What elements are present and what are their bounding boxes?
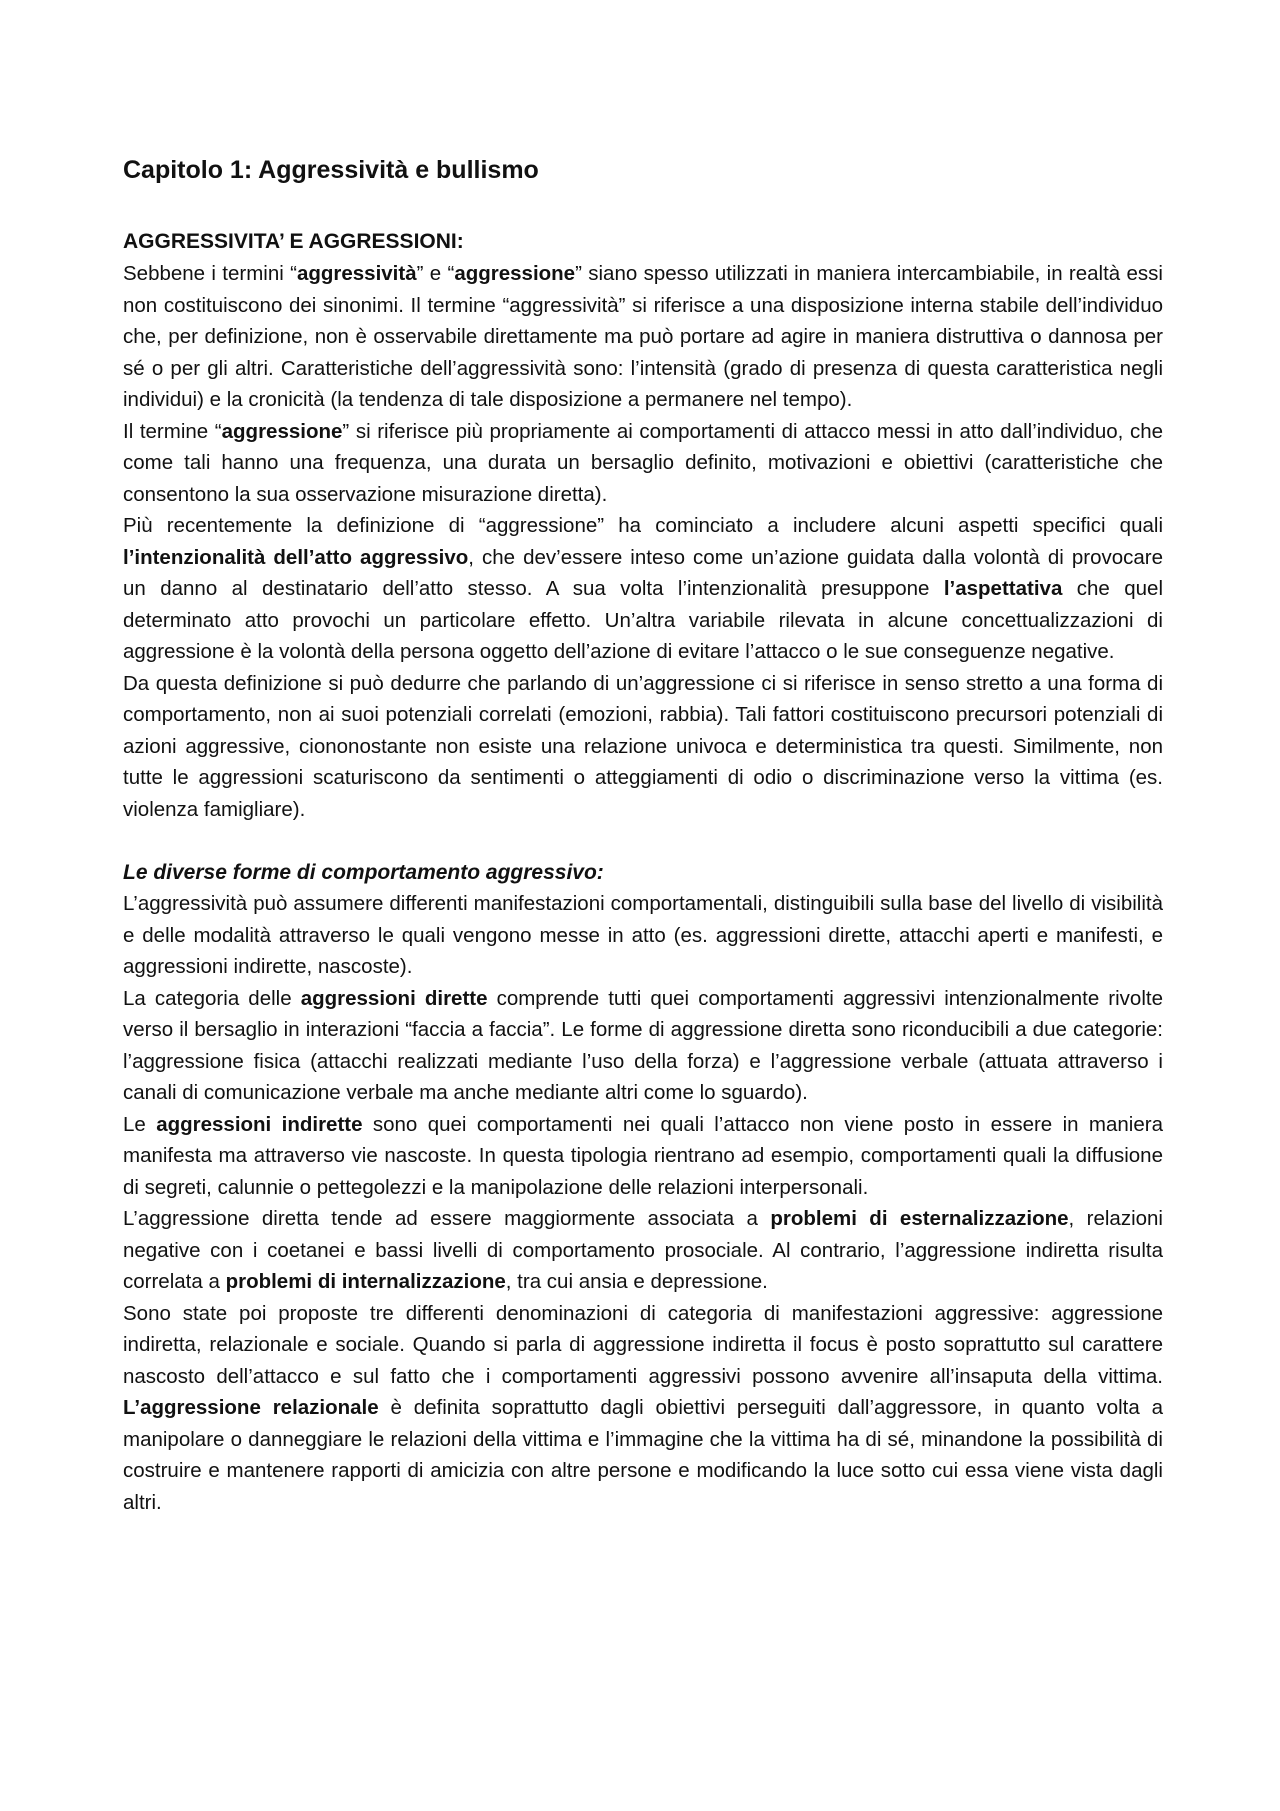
section-title-aggressivita: AGGRESSIVITA’ E AGGRESSIONI: xyxy=(123,230,464,253)
bold-term: aggressività xyxy=(296,262,417,285)
bold-term: problemi di esternalizzazione xyxy=(770,1207,1069,1230)
bold-term: aggressione xyxy=(454,262,576,285)
paragraph-aggressioni-indirette: Le aggressioni indirette sono quei comportamenti nei quali l’attacco non viene posto in essere in maniera manifesta ma attraverso vie nascoste. In questa tipologia rientrano ad esempio, comportamenti quali la diffusione di segreti, calunnie o pettegolezzi e la manipolazione delle relazioni interpersonali. xyxy=(123,1112,1163,1199)
bold-term: aggressioni dirette xyxy=(300,986,488,1010)
bold-term: aggressione xyxy=(221,419,343,443)
bold-term: L’aggressione relazionale xyxy=(123,1396,379,1419)
chapter-title: Capitolo 1: Aggressività e bullismo xyxy=(123,156,539,184)
bold-term: l’aspettativa xyxy=(943,577,1063,600)
bold-term: problemi di internalizzazione xyxy=(225,1270,506,1293)
bold-term: l’intenzionalità dell’atto aggressivo xyxy=(123,545,469,569)
paragraph-esternalizzazione: L’aggressione diretta tende ad essere maggiormente associata a problemi di esternalizzazione, relazioni negative con i coetanei e bassi livelli di comportamento prosociale. Al contrario, l’aggressione indiretta risulta correlata a problemi di internalizzazione, tra cui ansia e depressione. xyxy=(123,1207,1163,1293)
paragraph-intenzionalita: Più recentemente la definizione di “aggressione” ha cominciato a includere alcuni aspetti specifici quali l’intenzionalità dell’atto aggressivo, che dev’essere inteso come un’azione guidata dalla volontà di provocare un danno al destinatario dell’atto stesso. A sua volta l’intenzionalità presuppone l’aspettativa che quel determinato atto provochi un particolare effetto. Un’altra variabile rilevata in alcune concettualizzazioni di aggressione è la volontà della persona oggetto dell’azione di evitare l’attacco o le sue conseguenze negative. xyxy=(123,514,1164,663)
paragraph-aggressivita-definition: Sebbene i termini “aggressività” e “aggressione” siano spesso utilizzati in maniera intercambiabile, in realtà essi non costituiscono dei sinonimi. Il termine “aggressività” si riferisce a una disposizione interna stabile dell’individuo che, per definizione, non è osservabile direttamente ma può portare ad agire in maniera distruttiva o dannosa per sé o per gli altri. Caratteristiche dell’aggressività sono: l’intensità (grado di presenza di questa caratteristica negli individui) e la cronicità (la tendenza di tale disposizione a permanere nel tempo). xyxy=(123,262,1163,411)
paragraph-gap xyxy=(123,825,1163,857)
paragraph-aggressioni-dirette: La categoria delle aggressioni dirette comprende tutti quei comportamenti aggressivi intenzionalmente rivolte verso il bersaglio in interazioni “faccia a faccia”. Le forme di aggressione diretta sono riconducibili a due categorie: l’aggressione fisica (attacchi realizzati mediante l’uso della forza) e l’aggressione verbale (attuata attraverso i canali di comunicazione verbale ma anche mediante altri come lo sguardo). xyxy=(123,986,1163,1104)
subsection-title-forme: Le diverse forme di comportamento aggressivo: xyxy=(123,860,604,884)
paragraph-manifestazioni: L’aggressività può assumere differenti manifestazioni comportamentali, distinguibili sulla base del livello di visibilità e delle modalità attraverso le quali vengono messe in atto (es. aggressioni dirette, attacchi aperti e manifesti, e aggressioni indirette, nascoste). xyxy=(123,892,1163,978)
paragraph-aggressione-relazionale: Sono state poi proposte tre differenti denominazioni di categoria di manifestazioni aggressive: aggressione indiretta, relazionale e sociale. Quando si parla di aggressione indiretta il focus è posto soprattutto sul carattere nascosto dell’attacco e sul fatto che i comportamenti aggressivi possono avvenire all’insaputa della vittima. L’aggressione relazionale è definita soprattutto dagli obiettivi perseguiti dall’aggressore, in quanto volta a manipolare o danneggiare le relazioni della vittima e l’immagine che la vittima ha di sé, minandone la possibilità di costruire e mantenere rapporti di amicizia con altre persone e modificando la luce sotto cui essa viene vista dagli altri. xyxy=(123,1301,1163,1514)
paragraph-deduzione: Da questa definizione si può dedurre che parlando di un’aggressione ci si riferisce in senso stretto a una forma di comportamento, non ai suoi potenziali correlati (emozioni, rabbia). Tali fattori costituiscono precursori potenziali di azioni aggressive, ciononostante non esiste una relazione univoca e deterministica tra questi. Similmente, non tutte le aggressioni scaturiscono da sentimenti o atteggiamenti di odio o discriminazione verso la vittima (es. violenza famigliare). xyxy=(123,671,1163,821)
document-page xyxy=(123,150,1163,1518)
bold-term: aggressioni indirette xyxy=(156,1112,363,1136)
paragraph-aggressione-definition: Il termine “aggressione” si riferisce più propriamente ai comportamenti di attacco messi in atto dall’individuo, che come tali hanno una frequenza, una durata un bersaglio definito, motivazioni e obiettivi (caratteristiche che consentono la sua osservazione misurazione diretta). xyxy=(123,419,1164,506)
